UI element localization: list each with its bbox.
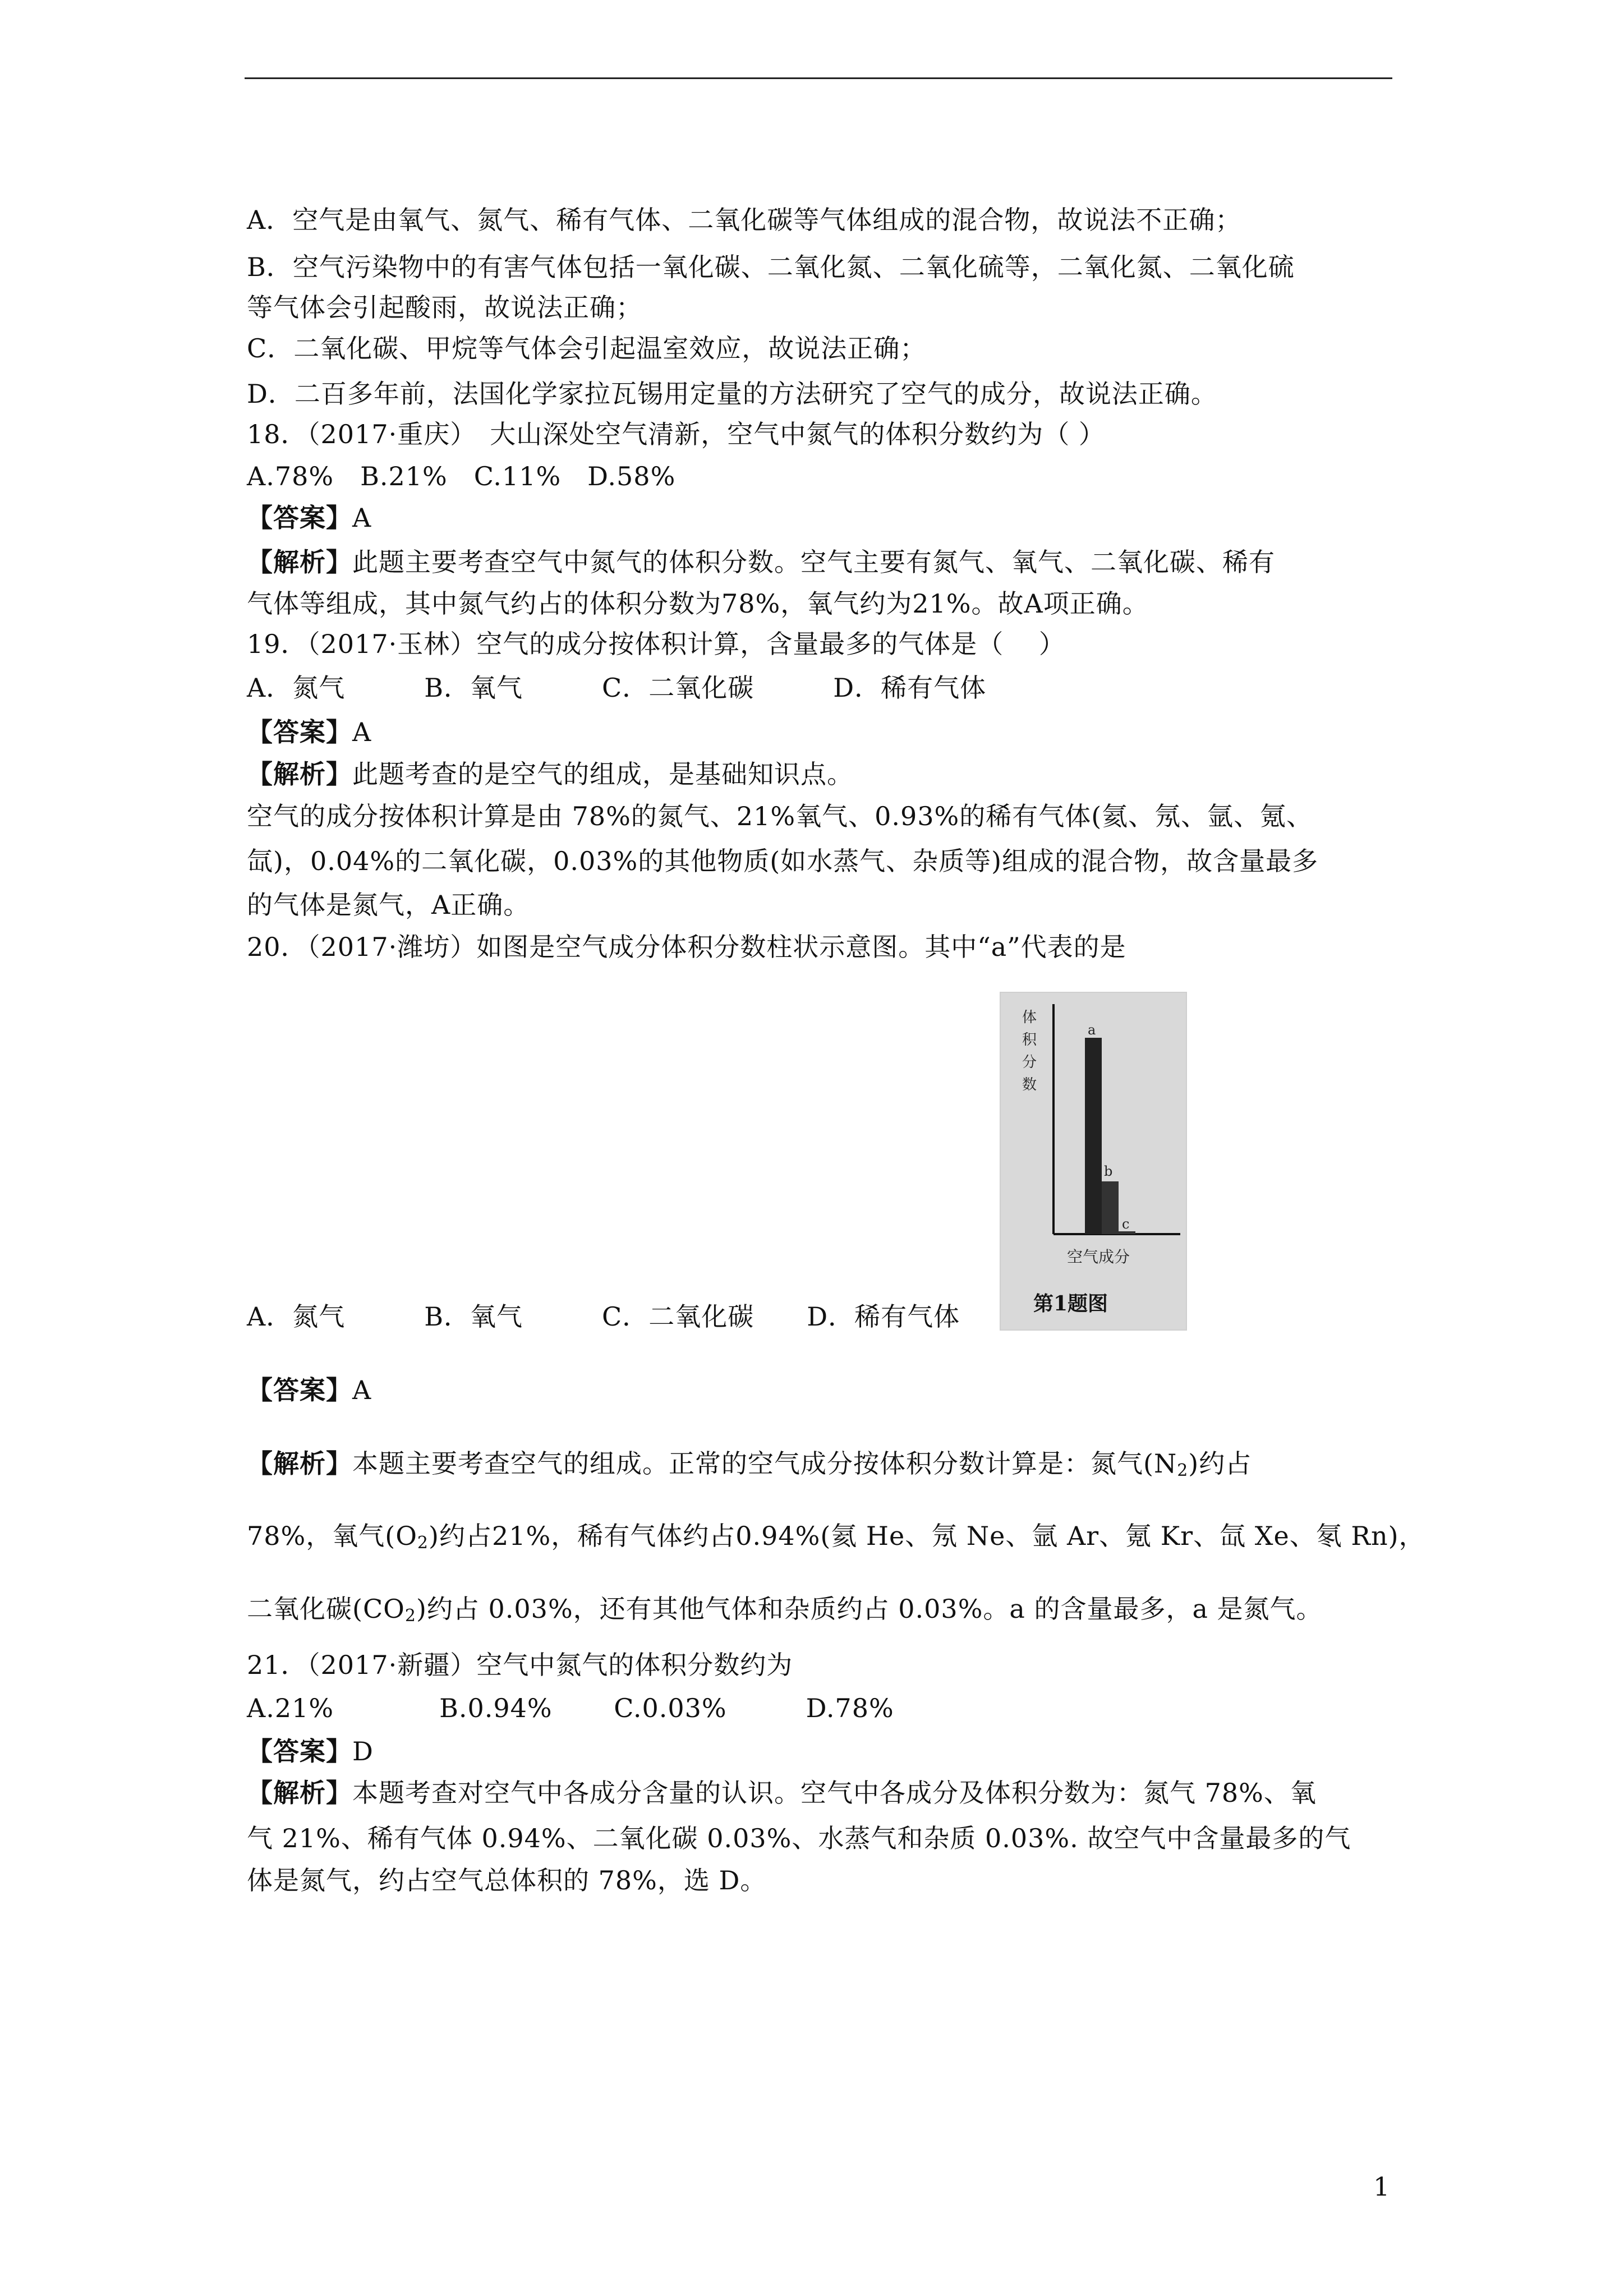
text-line: 【解析】此题考查的是空气的组成，是基础知识点。 [247,759,853,789]
answer-line: 【答案】A [247,1375,372,1405]
text-line [247,1592,1323,1633]
y-axis-label-char-2: 积 [1022,1032,1037,1048]
text-segment: 【解析】本题主要考查空气的组成。正常的空气成分按体积分数计算是：氮气(N [247,1448,1177,1479]
text-line: B．空气污染物中的有害气体包括一氧化碳、二氧化氮、二氧化硫等，二氧化氮、二氧化硫 [247,252,1295,282]
text-segment: )约占 0.03%，还有其他气体和杂质约占 0.03%。a 的含量最多，a 是氮气。 [416,1594,1323,1624]
text-segment: )约占 [1188,1448,1252,1479]
y-axis-label-char-3: 分 [1022,1054,1037,1071]
text-line: A．氮气 B．氧气 C．二氧化碳 D．稀有气体 [247,1301,960,1332]
text-line: A.78% B.21% C.11% D.58% [247,461,676,491]
text-line: D．二百多年前，法国化学家拉瓦锡用定量的方法研究了空气的成分，故说法正确。 [247,379,1217,409]
answer-line: 【答案】A [247,503,372,533]
bar-a-label: a [1088,1022,1096,1038]
text-line: C．二氧化碳、甲烷等气体会引起温室效应，故说法正确； [247,333,927,364]
y-axis-label-char-4: 数 [1022,1076,1037,1093]
answer-line: 【答案】A [247,717,372,747]
text-segment: 二氧化碳(CO [247,1594,405,1624]
bar-b-label: b [1104,1163,1113,1179]
figure-caption: 第1题图 [1033,1292,1108,1315]
text-line: 【解析】此题主要考查空气中氮气的体积分数。空气主要有氮气、氧气、二氧化碳、稀有 [247,547,1275,577]
bar-c-label: c [1122,1216,1130,1232]
text-segment: )约占21%，稀有气体约占0.94%(氦 He、氖 Ne、氩 Ar、氪 Kr、氙 Xe、氡 Rn)， [429,1521,1425,1551]
page-number: 1 [1373,2171,1390,2202]
text-line: 18．（2017·重庆） 大山深处空气清新，空气中氮气的体积分数约为（ ） [247,419,1105,449]
text-line: 等气体会引起酸雨，故说法正确； [247,292,642,323]
x-axis-label: 空气成分 [1067,1248,1130,1266]
text-line: 气体等组成，其中氮气约占的体积分数为78%，氧气约为21%。故A项正确。 [247,588,1149,619]
text-line: A．氮气 B．氧气 C．二氧化碳 D．稀有气体 [247,673,987,703]
subscript: 2 [404,1606,416,1626]
bar-b [1102,1181,1119,1234]
bar-a [1085,1038,1102,1234]
text-line: A．空气是由氧气、氮气、稀有气体、二氧化碳等气体组成的混合物，故说法不正确； [247,205,1242,235]
text-line: 体是氮气，约占空气总体积的 78%，选 D。 [247,1865,767,1895]
bar-chart-svg [1001,993,1186,1329]
text-line: 20．（2017·潍坊）如图是空气成分体积分数柱状示意图。其中“a”代表的是 [247,932,1126,962]
subscript: 2 [417,1533,429,1553]
text-segment: 78%，氧气(O [247,1521,417,1551]
subscript: 2 [1177,1461,1189,1480]
text-line: 气 21%、稀有气体 0.94%、二氧化碳 0.03%、水蒸气和杂质 0.03%. 故空气中含量最多的气 [247,1823,1351,1853]
bar-chart-figure [1000,992,1187,1331]
text-line [247,1519,1425,1560]
text-line: 的气体是氮气，A正确。 [247,890,530,920]
answer-line: 【答案】D [247,1736,374,1766]
header-rule [245,77,1392,79]
text-line: 19．（2017·玉林）空气的成分按体积计算，含量最多的气体是（ ） [247,629,1065,659]
text-line [247,1447,1252,1488]
y-axis-label-char-1: 体 [1022,1009,1037,1026]
text-line: A.21% B.0.94% C.0.03% D.78% [247,1693,894,1723]
text-line: 【解析】本题考查对空气中各成分含量的认识。空气中各成分及体积分数为：氮气 78%、氧 [247,1778,1317,1808]
text-line: 空气的成分按体积计算是由 78%的氮气、21%氧气、0.93%的稀有气体(氦、氖、氩、氪、 [247,801,1313,831]
text-line: 21．（2017·新疆）空气中氮气的体积分数约为 [247,1650,793,1680]
text-line: 氙)，0.04%的二氧化碳，0.03%的其他物质(如水蒸气、杂质等)组成的混合物，故含量最多 [247,846,1319,876]
